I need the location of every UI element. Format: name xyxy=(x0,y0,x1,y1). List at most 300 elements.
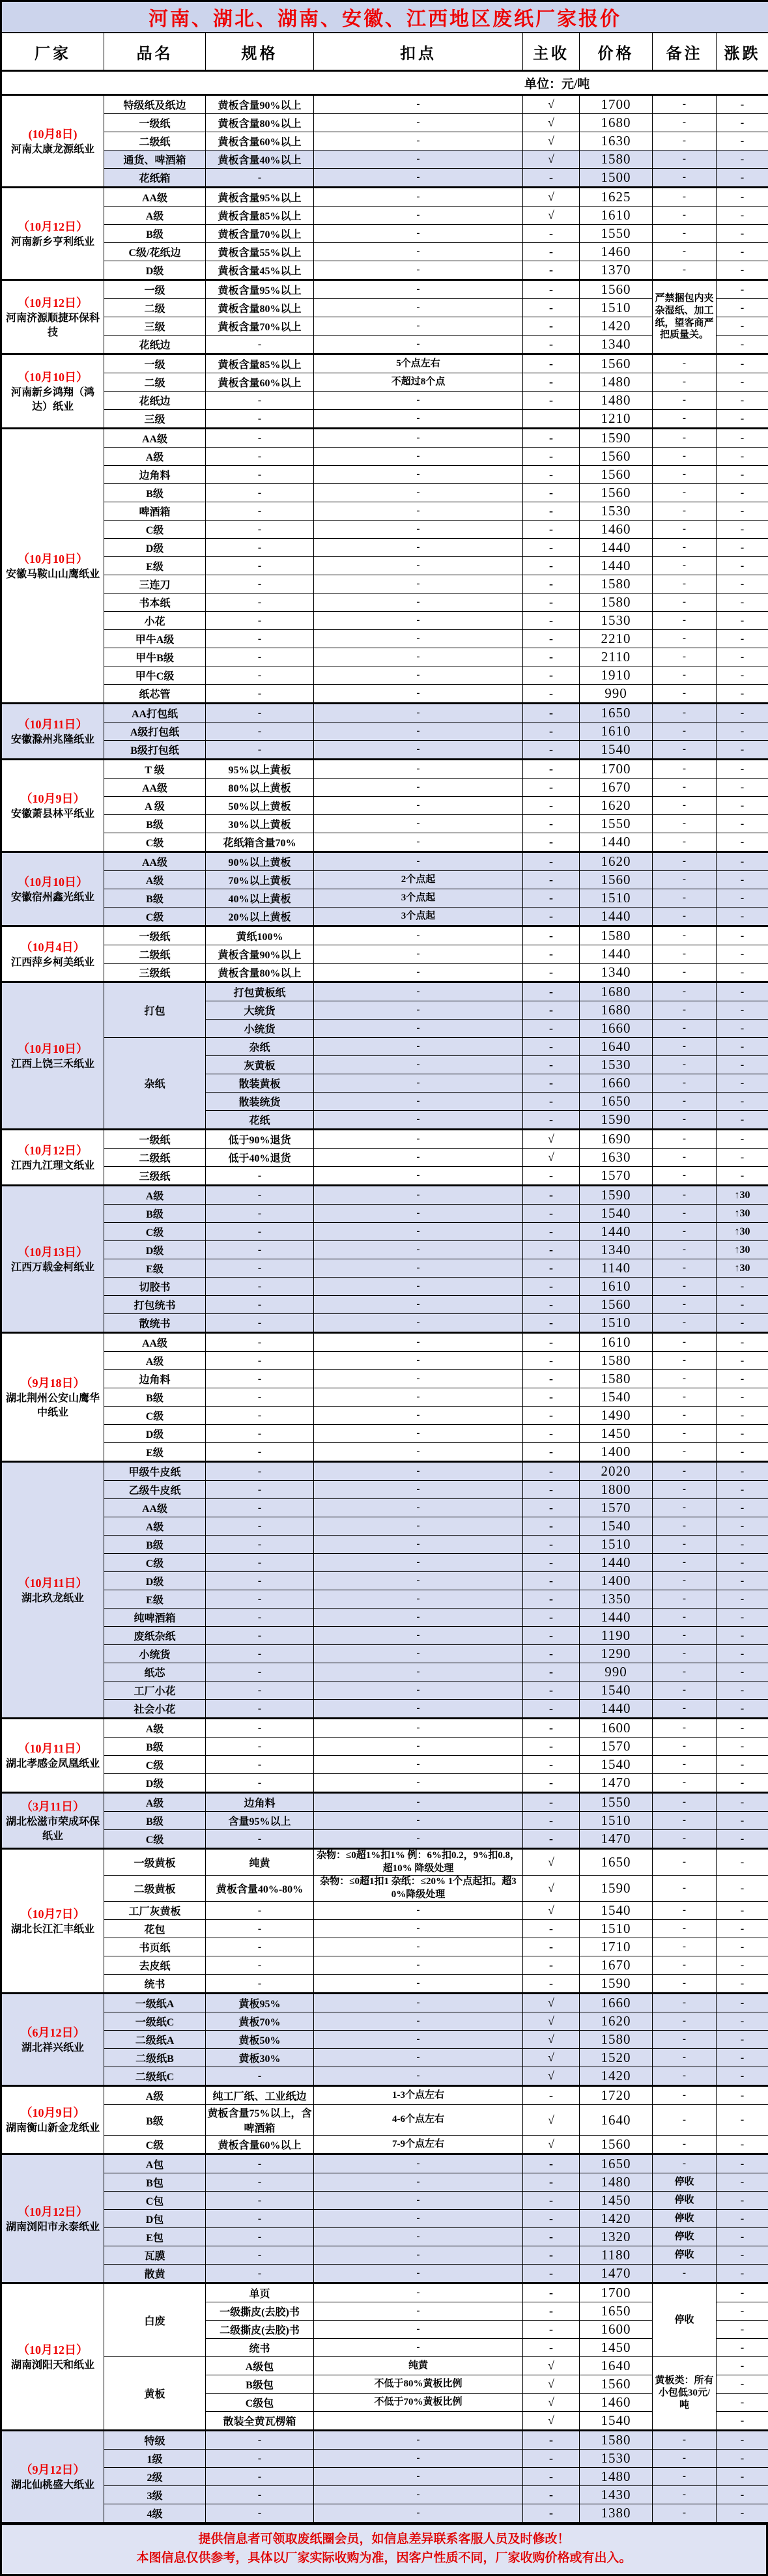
table-row xyxy=(1,354,768,373)
change-cell: - xyxy=(717,150,768,169)
change-cell: ↑30 xyxy=(717,1241,768,1259)
change-cell: - xyxy=(717,1001,768,1020)
main-cell: - xyxy=(523,2086,580,2105)
deduction-cell: - xyxy=(314,2067,523,2086)
note-cell: - xyxy=(653,132,717,150)
price-cell: 990 xyxy=(580,1663,653,1682)
price-cell: 1490 xyxy=(580,1407,653,1425)
spec-cell: - xyxy=(206,1774,314,1793)
factory-name: 安徽滁州兆隆纸业 xyxy=(3,733,102,747)
price-cell: 1210 xyxy=(580,410,653,429)
price-cell: 1560 xyxy=(580,1296,653,1314)
deduction-cell: - xyxy=(314,521,523,539)
spec-cell: 黄板含量95%以上 xyxy=(206,280,314,299)
note-cell: - xyxy=(653,261,717,280)
main-cell: - xyxy=(523,982,580,1001)
change-cell: - xyxy=(717,1149,768,1167)
note-cell: - xyxy=(653,243,717,261)
note-cell: - xyxy=(653,1645,717,1663)
deduction-cell: - xyxy=(314,594,523,612)
deduction-cell: - xyxy=(314,299,523,317)
table-row xyxy=(1,612,768,630)
main-cell: - xyxy=(523,1038,580,1056)
change-cell: - xyxy=(717,1481,768,1499)
spec-cell: 一级撕皮(去胶)书 xyxy=(206,2302,314,2321)
factory-cell xyxy=(1,852,104,926)
main-cell: - xyxy=(523,2339,580,2357)
price-cell: 1620 xyxy=(580,797,653,815)
main-cell: √ xyxy=(523,1149,580,1167)
note-cell: - xyxy=(653,723,717,741)
spec-cell: - xyxy=(206,429,314,448)
table-row xyxy=(1,648,768,666)
price-cell: 1910 xyxy=(580,666,653,685)
change-cell: - xyxy=(717,1645,768,1663)
price-cell: 1610 xyxy=(580,1278,653,1296)
note-cell: - xyxy=(653,225,717,243)
spec-cell: 黄板含量90%以上 xyxy=(206,95,314,114)
main-cell: - xyxy=(523,1481,580,1499)
deduction-cell: - xyxy=(314,1296,523,1314)
note-cell: - xyxy=(653,1352,717,1370)
deduction-cell: 4-6个点左右 xyxy=(314,2105,523,2136)
price-cell: 1480 xyxy=(580,392,653,410)
main-cell: - xyxy=(523,2468,580,2486)
deduction-cell: - xyxy=(314,1443,523,1462)
product-cell: 二级纸 xyxy=(104,1149,206,1167)
product-cell: A级 xyxy=(104,1186,206,1205)
spec-cell: - xyxy=(206,723,314,741)
deduction-cell: - xyxy=(314,466,523,484)
table-row xyxy=(1,666,768,685)
price-cell: 1470 xyxy=(580,2265,653,2283)
change-cell: - xyxy=(717,2136,768,2154)
change-cell: - xyxy=(717,1627,768,1645)
spec-cell: - xyxy=(206,521,314,539)
column-header-deduction: 扣点 xyxy=(314,33,523,71)
note-cell: - xyxy=(653,1499,717,1517)
spec-cell: 低于90%退货 xyxy=(206,1130,314,1149)
spec-cell: 黄板30% xyxy=(206,2049,314,2067)
price-cell: 1540 xyxy=(580,2412,653,2431)
price-cell: 1560 xyxy=(580,466,653,484)
change-cell: - xyxy=(717,2154,768,2173)
deduction-cell: - xyxy=(314,1793,523,1812)
main-cell: - xyxy=(523,261,580,280)
table-row xyxy=(1,1609,768,1627)
product-cell: D级 xyxy=(104,261,206,280)
deduction-cell: 杂物：≤0超1%扣1% 例：6%扣0.2，9%扣0.8，超10% 降级处理 xyxy=(314,1849,523,1876)
note-cell: - xyxy=(653,1462,717,1481)
product-cell: 通货、啤酒箱 xyxy=(104,150,206,169)
deduction-cell: - xyxy=(314,2302,523,2321)
change-cell: - xyxy=(717,1812,768,1830)
spec-cell: 黄板含量80%以上 xyxy=(206,964,314,982)
product-cell: C级 xyxy=(104,2136,206,2154)
note-cell: - xyxy=(653,1020,717,1038)
factory-cell xyxy=(1,2283,104,2431)
product-cell: 一级纸 xyxy=(104,926,206,945)
table-row xyxy=(1,1590,768,1609)
product-cell: B级 xyxy=(104,484,206,502)
table-row xyxy=(1,630,768,648)
product-cell: 瓦膜 xyxy=(104,2246,206,2265)
note-cell: - xyxy=(653,1370,717,1388)
product-cell: 打包 xyxy=(104,982,206,1038)
change-cell: - xyxy=(717,1849,768,1876)
note-cell: - xyxy=(653,1241,717,1259)
deduction-cell: 不低于70%黄板比例 xyxy=(314,2394,523,2412)
deduction-cell: - xyxy=(314,557,523,575)
note-cell: - xyxy=(653,741,717,760)
product-cell: C包 xyxy=(104,2192,206,2210)
price-cell: 1180 xyxy=(580,2246,653,2265)
table-row xyxy=(1,2468,768,2486)
product-cell: 一级黄板 xyxy=(104,1849,206,1876)
factory-date: （10月10日） xyxy=(3,369,102,386)
main-cell: - xyxy=(523,1296,580,1314)
change-cell: - xyxy=(717,410,768,429)
table-row xyxy=(1,1554,768,1572)
product-cell: A 级 xyxy=(104,797,206,815)
note-cell: 停收 xyxy=(653,2246,717,2265)
price-cell: 1140 xyxy=(580,1259,653,1278)
spec-cell: - xyxy=(206,1830,314,1849)
price-cell: 1530 xyxy=(580,2450,653,2468)
factory-name: 湖北祥兴纸业 xyxy=(3,2041,102,2055)
product-cell: C级 xyxy=(104,1756,206,1774)
main-cell: √ xyxy=(523,1130,580,1149)
price-cell: 1560 xyxy=(580,2375,653,2394)
note-cell: - xyxy=(653,2468,717,2486)
deduction-cell: - xyxy=(314,575,523,594)
spec-cell: 灰黄板 xyxy=(206,1056,314,1074)
change-cell: - xyxy=(717,225,768,243)
factory-name: 江西上饶三禾纸业 xyxy=(3,1057,102,1072)
price-cell: 1460 xyxy=(580,2394,653,2412)
change-cell: - xyxy=(717,1902,768,1920)
factory-cell xyxy=(1,354,104,429)
deduction-cell: 不超过8个点 xyxy=(314,373,523,392)
factory-cell xyxy=(1,1462,104,1719)
table-row xyxy=(1,1443,768,1462)
deduction-cell: - xyxy=(314,1462,523,1481)
main-cell: - xyxy=(523,1920,580,1938)
factory-name: 湖北仙桃盛大纸业 xyxy=(3,2478,102,2493)
main-cell: - xyxy=(523,317,580,336)
note-cell: - xyxy=(653,466,717,484)
factory-cell xyxy=(1,2086,104,2154)
deduction-cell: - xyxy=(314,132,523,150)
note-cell: - xyxy=(653,833,717,852)
price-cell: 1580 xyxy=(580,1352,653,1370)
table-row xyxy=(1,2450,768,2468)
spec-cell: - xyxy=(206,1223,314,1241)
change-cell: - xyxy=(717,1314,768,1333)
price-cell: 1540 xyxy=(580,1517,653,1536)
price-cell: 1580 xyxy=(580,2031,653,2049)
deduction-cell: - xyxy=(314,410,523,429)
main-cell: - xyxy=(523,815,580,833)
product-cell: 花纸边 xyxy=(104,392,206,410)
product-cell: 二级 xyxy=(104,373,206,392)
change-cell: - xyxy=(717,908,768,926)
spec-cell: - xyxy=(206,1719,314,1738)
factory-cell xyxy=(1,2431,104,2523)
spec-cell: 黄纸100% xyxy=(206,926,314,945)
deduction-cell: - xyxy=(314,261,523,280)
price-cell: 1610 xyxy=(580,207,653,225)
note-cell: - xyxy=(653,1590,717,1609)
change-cell: - xyxy=(717,2302,768,2321)
spec-cell: - xyxy=(206,1425,314,1443)
factory-cell xyxy=(1,1793,104,1849)
product-cell: AA打包纸 xyxy=(104,704,206,723)
note-cell: - xyxy=(653,1738,717,1756)
product-cell: A级 xyxy=(104,1719,206,1738)
spec-cell: - xyxy=(206,1241,314,1259)
deduction-cell: - xyxy=(314,852,523,871)
spec-cell: 黄板含量70%以上 xyxy=(206,225,314,243)
spec-cell: - xyxy=(206,1536,314,1554)
product-cell: B级 xyxy=(104,1205,206,1223)
spec-cell: 黄板含量40%以上 xyxy=(206,150,314,169)
table-row xyxy=(1,852,768,871)
product-cell: 纸芯 xyxy=(104,1663,206,1682)
product-cell: B级 xyxy=(104,1536,206,1554)
factory-cell xyxy=(1,429,104,704)
deduction-cell: - xyxy=(314,1645,523,1663)
spec-cell: 散装统货 xyxy=(206,1093,314,1111)
main-cell: - xyxy=(523,2321,580,2339)
spec-cell: - xyxy=(206,1700,314,1719)
deduction-cell: - xyxy=(314,1130,523,1149)
price-cell: 1560 xyxy=(580,484,653,502)
factory-cell xyxy=(1,280,104,354)
deduction-cell: 杂物：≤0超1扣1 杂纸：≤20% 1个点起扣。超30%降级处理 xyxy=(314,1876,523,1902)
note-cell: - xyxy=(653,630,717,648)
note-cell: - xyxy=(653,908,717,926)
spec-cell: - xyxy=(206,169,314,188)
factory-date: （10月10日） xyxy=(3,1040,102,1057)
price-cell: 1430 xyxy=(580,2486,653,2504)
change-cell: - xyxy=(717,1938,768,1956)
main-cell: √ xyxy=(523,1994,580,2012)
table-row xyxy=(1,1756,768,1774)
table-row xyxy=(1,1920,768,1938)
factory-name: 河南新乡鸿翔（鸿达）纸业 xyxy=(3,386,102,414)
change-cell: - xyxy=(717,760,768,779)
product-cell: 3级 xyxy=(104,2486,206,2504)
product-cell: D级 xyxy=(104,1774,206,1793)
product-cell: C级/花纸边 xyxy=(104,243,206,261)
note-cell: - xyxy=(653,1830,717,1849)
deduction-cell: - xyxy=(314,1370,523,1388)
main-cell: - xyxy=(523,575,580,594)
product-cell: A级 xyxy=(104,448,206,466)
deduction-cell: - xyxy=(314,779,523,797)
main-cell: - xyxy=(523,612,580,630)
spec-cell: - xyxy=(206,336,314,354)
table-row xyxy=(1,1849,768,1876)
deduction-cell: - xyxy=(314,648,523,666)
main-cell: - xyxy=(523,2450,580,2468)
change-cell: - xyxy=(717,1738,768,1756)
spec-cell: - xyxy=(206,1259,314,1278)
price-cell: 1420 xyxy=(580,2210,653,2228)
price-cell: 1550 xyxy=(580,225,653,243)
price-cell: 2020 xyxy=(580,1462,653,1481)
product-cell: 花包 xyxy=(104,1920,206,1938)
factory-date: （10月11日） xyxy=(3,1575,102,1592)
deduction-cell: - xyxy=(314,1111,523,1130)
spec-cell: - xyxy=(206,1920,314,1938)
product-cell: 一级纸A xyxy=(104,1994,206,2012)
price-cell: 1630 xyxy=(580,132,653,150)
main-cell: - xyxy=(523,1663,580,1682)
main-cell: - xyxy=(523,1536,580,1554)
change-cell: - xyxy=(717,1443,768,1462)
note-cell: - xyxy=(653,502,717,521)
table-row xyxy=(1,280,768,299)
deduction-cell: - xyxy=(314,1333,523,1352)
spec-cell: - xyxy=(206,539,314,557)
note-cell: - xyxy=(653,1719,717,1738)
spec-cell: - xyxy=(206,2067,314,2086)
change-cell: - xyxy=(717,1407,768,1425)
price-cell: 1440 xyxy=(580,557,653,575)
main-cell: - xyxy=(523,964,580,982)
product-cell: B级 xyxy=(104,1388,206,1407)
note-cell: - xyxy=(653,1975,717,1994)
table-row xyxy=(1,1481,768,1499)
table-row xyxy=(1,188,768,207)
table-row xyxy=(1,2357,768,2375)
main-cell: - xyxy=(523,448,580,466)
table-row xyxy=(1,261,768,280)
change-cell: - xyxy=(717,1700,768,1719)
product-cell: B级 xyxy=(104,1812,206,1830)
product-cell: 书本纸 xyxy=(104,594,206,612)
change-cell: - xyxy=(717,2450,768,2468)
price-cell: 1540 xyxy=(580,1388,653,1407)
change-cell: - xyxy=(717,188,768,207)
price-cell: 1590 xyxy=(580,1186,653,1205)
price-cell: 1720 xyxy=(580,2086,653,2105)
main-cell: - xyxy=(523,484,580,502)
deduction-cell: - xyxy=(314,2246,523,2265)
factory-name: 湖南浏阳天和纸业 xyxy=(3,2358,102,2373)
product-cell: E级 xyxy=(104,557,206,575)
table-row xyxy=(1,2031,768,2049)
main-cell: - xyxy=(523,1056,580,1074)
deduction-cell: - xyxy=(314,1205,523,1223)
main-cell: - xyxy=(523,557,580,575)
factory-date: （10月10日） xyxy=(3,551,102,567)
footer-disclaimer xyxy=(0,2524,768,2576)
table-row xyxy=(1,815,768,833)
price-cell: 1570 xyxy=(580,1499,653,1517)
product-cell: C级 xyxy=(104,1830,206,1849)
table-row xyxy=(1,1572,768,1590)
change-cell: - xyxy=(717,871,768,889)
change-cell: - xyxy=(717,1719,768,1738)
price-cell: 1450 xyxy=(580,2192,653,2210)
change-cell: - xyxy=(717,889,768,908)
product-cell: 纯啤酒箱 xyxy=(104,1609,206,1627)
table-row xyxy=(1,797,768,815)
product-cell: A级 xyxy=(104,1352,206,1370)
spec-cell: 花纸箱含量70% xyxy=(206,833,314,852)
note-cell: - xyxy=(653,1001,717,1020)
change-cell: - xyxy=(717,1074,768,1093)
note-cell: - xyxy=(653,410,717,429)
deduction-cell: - xyxy=(314,317,523,336)
note-cell: - xyxy=(653,1627,717,1645)
price-cell: 1570 xyxy=(580,1738,653,1756)
table-row xyxy=(1,1876,768,1902)
factory-date: （10月9日） xyxy=(3,2104,102,2121)
product-cell: 二级 xyxy=(104,299,206,317)
price-cell: 1530 xyxy=(580,612,653,630)
spec-cell: - xyxy=(206,557,314,575)
spec-cell: 70%以上黄板 xyxy=(206,871,314,889)
change-cell: - xyxy=(717,539,768,557)
price-cell: 1620 xyxy=(580,852,653,871)
factory-date: （6月12日） xyxy=(3,2024,102,2041)
price-cell: 1560 xyxy=(580,871,653,889)
table-row xyxy=(1,1645,768,1663)
table-row xyxy=(1,539,768,557)
note-cell: - xyxy=(653,1259,717,1278)
product-cell: C级 xyxy=(104,833,206,852)
change-cell: - xyxy=(717,2173,768,2192)
change-cell: - xyxy=(717,114,768,132)
change-cell: - xyxy=(717,575,768,594)
table-row xyxy=(1,150,768,169)
price-cell: 1660 xyxy=(580,1074,653,1093)
note-cell: - xyxy=(653,1994,717,2012)
change-cell: - xyxy=(717,1296,768,1314)
product-cell: 三级 xyxy=(104,317,206,336)
price-cell: 1480 xyxy=(580,373,653,392)
spec-cell: - xyxy=(206,1370,314,1388)
main-cell: - xyxy=(523,1278,580,1296)
table-row xyxy=(1,723,768,741)
price-cell: 1550 xyxy=(580,815,653,833)
price-cell: 1700 xyxy=(580,95,653,114)
price-cell: 1650 xyxy=(580,2302,653,2321)
deduction-cell: - xyxy=(314,1938,523,1956)
main-cell: - xyxy=(523,945,580,964)
product-cell: B级 xyxy=(104,1738,206,1756)
product-cell: 甲牛A级 xyxy=(104,630,206,648)
change-cell: - xyxy=(717,1554,768,1572)
change-cell: - xyxy=(717,1793,768,1812)
note-cell: - xyxy=(653,797,717,815)
change-cell: - xyxy=(717,1572,768,1590)
factory-cell xyxy=(1,2154,104,2283)
note-cell: - xyxy=(653,2136,717,2154)
spec-cell: 杂纸 xyxy=(206,1038,314,1056)
main-cell: - xyxy=(523,1370,580,1388)
main-cell: - xyxy=(523,1499,580,1517)
note-cell: - xyxy=(653,1443,717,1462)
product-cell: 一级纸C xyxy=(104,2012,206,2031)
deduction-cell: - xyxy=(314,1975,523,1994)
product-cell: 二级纸B xyxy=(104,2049,206,2067)
change-cell: - xyxy=(717,630,768,648)
